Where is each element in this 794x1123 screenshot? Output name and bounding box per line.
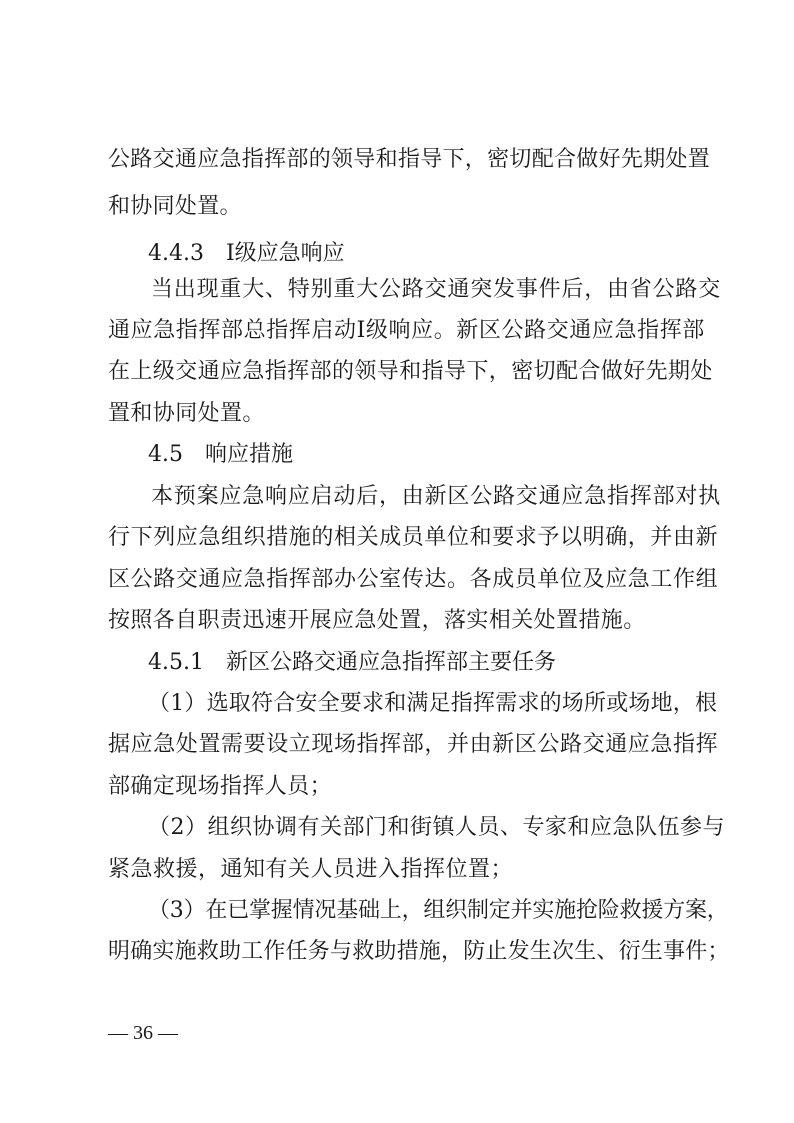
text-line-content: 按照各自职责迅速开展应急处置，落实相关处置措施。 — [108, 608, 646, 633]
text-line — [0, 684, 794, 724]
text-line — [0, 352, 794, 392]
section-heading — [0, 234, 794, 274]
text-line-content: 在上级交通应急指挥部的领导和指导下，密切配合做好先期处 — [108, 359, 713, 384]
text-line — [0, 560, 794, 600]
text-line — [0, 187, 794, 227]
text-line — [0, 477, 794, 517]
text-line — [0, 518, 794, 558]
text-line — [0, 767, 794, 807]
text-line — [0, 311, 794, 351]
text-line — [0, 932, 794, 972]
text-line — [0, 601, 794, 641]
text-line-content: 本预案应急响应启动后，由新区公路交通应急指挥部对执 — [151, 484, 722, 509]
text-line — [0, 270, 794, 310]
text-line — [0, 808, 794, 848]
text-line-content: 公路交通应急指挥部的领导和指导下，密切配合做好先期处置 — [108, 147, 711, 172]
text-line-content: 据应急处置需要设立现场指挥部，并由新区公路交通应急指挥 — [108, 732, 719, 757]
text-line-content: 通应急指挥部总指挥启动Ⅰ级响应。新区公路交通应急指挥部 — [108, 318, 705, 343]
text-line-content: （2）组织协调有关部门和街镇人员、专家和应急队伍参与 — [148, 815, 725, 840]
text-line-content: 和协同处置。 — [108, 194, 242, 219]
section-heading-text: 4.5 响应措施 — [148, 442, 293, 467]
text-line-content: （1）选取符合安全要求和满足指挥需求的场所或场地，根 — [148, 691, 718, 716]
text-line-content: 明确实施救助工作任务与救助措施，防止发生次生、衍生事件； — [108, 939, 730, 964]
text-line — [0, 140, 794, 180]
section-heading-text: 4.5.1 新区公路交通应急指挥部主要任务 — [148, 650, 556, 675]
text-line-content: 行下列应急组织措施的相关成员单位和要求予以明确，并由新 — [108, 525, 719, 550]
section-heading — [0, 435, 794, 475]
text-line-content: 紧急救援，通知有关人员进入指挥位置； — [108, 857, 514, 882]
text-line-content: 当出现重大、特别重大公路交通突发事件后，由省公路交 — [151, 277, 722, 302]
section-heading-text: 4.4.3 Ⅰ级应急响应 — [148, 241, 345, 266]
text-line-content: 部确定现场指挥人员； — [108, 774, 333, 799]
text-line-content: 置和协同处置。 — [108, 401, 265, 426]
text-line — [0, 394, 794, 434]
text-line — [0, 850, 794, 890]
text-line — [0, 891, 794, 931]
section-heading — [0, 643, 794, 683]
text-line-content: 区公路交通应急指挥部办公室传达。各成员单位及应急工作组 — [108, 567, 719, 592]
page-number: — 36 — — [108, 1022, 178, 1044]
text-line-content: （3）在已掌握情况基础上，组织制定并实施抢险救援方案， — [148, 898, 729, 923]
text-line — [0, 725, 794, 765]
